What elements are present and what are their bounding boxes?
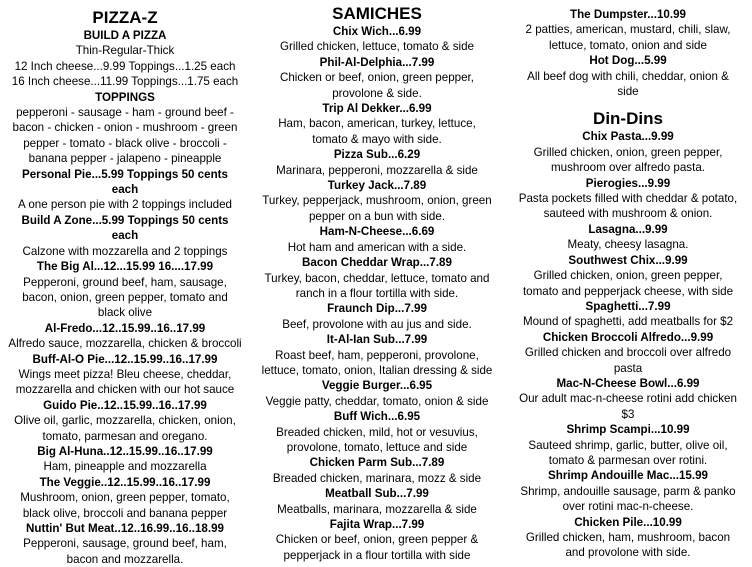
menu-item-description: Beef, provolone with au jus and side.	[282, 317, 472, 331]
menu-item-description: Turkey, pepperjack, mushroom, onion, green	[262, 194, 492, 208]
menu-item-description: lettuce, tomato, onion, Italian dressing & side	[261, 363, 493, 377]
menu-item-description: Grilled chicken, onion, green pepper,	[533, 145, 723, 159]
menu-item-description: Grilled chicken, onion, green pepper,	[533, 269, 723, 283]
menu-item-title: The Veggie..12..15.99..16..17.99	[39, 475, 211, 489]
section-spacer	[504, 99, 752, 109]
menu-column-samiches	[252, 4, 502, 563]
menu-item-title: each	[111, 183, 139, 197]
menu-item-description: Veggie patty, cheddar, tomato, onion & side	[265, 394, 489, 408]
menu-item-description: black olive, broccoli and banana pepper	[22, 506, 228, 520]
menu-item-title: Chicken Broccoli Alfredo...9.99	[542, 330, 714, 344]
menu-item-title: Big Al-Huna..12..15.99..16..17.99	[37, 444, 213, 458]
menu-item-title: The Dumpster...10.99	[570, 8, 686, 21]
menu-item-description: bacon - chicken - onion - mushroom - green	[12, 121, 238, 135]
menu-item-title: The Big Al...12...15.99 16....17.99	[36, 260, 214, 274]
menu-item-description: Mound of spaghetti, add meatballs for $2	[522, 315, 734, 329]
menu-item-description: Meaty, cheesy lasagna.	[567, 238, 689, 252]
menu-item-description: Meatballs, marinara, mozzarella & side	[277, 502, 477, 516]
menu-item-title: Trip Al Dekker...6.99	[322, 102, 432, 116]
menu-item-description: Grilled chicken, lettuce, tomato & side	[280, 40, 474, 54]
menu-item-description: banana pepper - jalapeno - pineapple	[28, 152, 222, 166]
menu-item-description: tomato and pepperjack cheese, with side	[522, 284, 734, 298]
menu-item-description: Calzone with mozzarella and 2 toppings	[22, 244, 228, 258]
menu-item-title: Shrimp Andouille Mac...15.99	[548, 469, 708, 483]
menu-item-description: Pasta pockets filled with cheddar & potato,	[518, 192, 738, 206]
menu-item-description: tomato & mayo with side.	[312, 132, 442, 146]
menu-item-title: Mac-N-Cheese Bowl...6.99	[556, 376, 700, 390]
menu-item-title: Nuttin' But Meat..12..16.99..16..18.99	[26, 522, 224, 535]
menu-item-description: side	[617, 85, 639, 99]
menu-item-description: Turkey, bacon, cheddar, lettuce, tomato and	[264, 271, 490, 285]
menu-item-description: Pepperoni, sausage, ground beef, ham,	[23, 537, 227, 551]
menu-item-description: and provolone with side.	[565, 546, 691, 560]
menu-item-title: each	[111, 229, 139, 243]
menu-item-title: Ham-N-Cheese...6.69	[319, 225, 435, 239]
menu-item-description: Olive oil, garlic, mozzarella, chicken, onion,	[14, 414, 236, 428]
menu-item-description: A one person pie with 2 toppings included	[18, 198, 232, 212]
menu-item-description: 16 Inch cheese...11.99 Toppings...1.75 each	[11, 75, 239, 89]
menu-item-description: Roast beef, ham, pepperoni, provolone,	[275, 348, 479, 362]
menu-item-description: tomato & parmesan over rotini.	[548, 453, 708, 467]
menu-item-description: tomato, parmesan and oregano.	[42, 429, 208, 443]
menu-item-title: Fraunch Dip...7.99	[327, 302, 427, 316]
menu-item-description: lettuce, tomato, onion and side	[549, 38, 707, 52]
menu-item-description: Grilled chicken and broccoli over alfredo	[524, 346, 732, 360]
menu-item-title: Chix Pasta...9.99	[582, 130, 674, 144]
menu-item-title: Southwest Chix...9.99	[568, 253, 688, 267]
menu-item-description: Mushroom, onion, green pepper, tomato,	[20, 491, 230, 505]
menu-item-title: Turkey Jack...7.89	[327, 179, 427, 193]
menu-column-din-dins	[504, 7, 752, 561]
section-heading: PIZZA-Z	[92, 8, 158, 27]
menu-item-description: Marinara, pepperoni, mozzarella & side	[276, 163, 478, 177]
menu-item-title: Pizza Sub...6.29	[333, 148, 421, 162]
menu-item-title: Hot Dog...5.99	[589, 54, 667, 68]
menu-item-description: Chicken or beef, onion, green pepper &	[275, 533, 479, 547]
menu-item-description: Our adult mac-n-cheese rotini add chicken	[519, 392, 737, 406]
menu-item-description: provolone, tomato, lettuce and side	[286, 440, 468, 454]
menu-item-description: 12 Inch cheese...9.99 Toppings...1.25 each	[14, 59, 236, 73]
menu-item-description: pepper on a bun with side.	[308, 209, 445, 223]
menu-item-title: Chicken Parm Sub...7.89	[309, 456, 445, 470]
menu-item-description: Grilled chicken, ham, mushroom, bacon	[525, 531, 731, 544]
menu-item-description: Breaded chicken, marinara, mozz & side	[272, 471, 482, 485]
menu-item-title: Fajita Wrap...7.99	[329, 518, 425, 531]
menu-item-title: Al-Fredo...12..15.99..16..17.99	[44, 321, 206, 335]
menu-item-description: sauteed with mushroom & onion.	[543, 207, 713, 221]
menu-item-title: TOPPINGS	[95, 90, 155, 104]
menu-item-title: Veggie Burger...6.95	[321, 379, 433, 393]
menu-item-title: Guido Pie..12..15.99..16..17.99	[43, 398, 207, 412]
menu-item-title: Chix Wich...6.99	[332, 25, 422, 38]
section-heading: Din-Dins	[593, 109, 663, 129]
menu-item-title: Buff Wich...6.95	[333, 410, 421, 424]
section-heading: SAMICHES	[332, 4, 422, 23]
menu-item-description: pepperjack in a flour tortilla with side	[283, 548, 471, 562]
menu-item-title: BUILD A PIZZA	[83, 29, 167, 42]
menu-item-description: Chicken or beef, onion, green pepper,	[279, 71, 474, 85]
menu-item-description: mushroom over alfredo pasta.	[550, 161, 705, 175]
menu-item-description: Ham, pineapple and mozzarella	[43, 460, 207, 474]
menu-item-description: ranch in a flour tortilla with side.	[295, 286, 459, 300]
menu-item-description: Breaded chicken, mild, hot or vesuvius,	[276, 425, 478, 439]
menu-item-title: Phil-Al-Delphia...7.99	[319, 55, 435, 69]
menu-item-title: Chicken Pile...10.99	[574, 515, 682, 529]
menu-column-pizza	[0, 8, 250, 567]
menu-item-description: black olive	[97, 306, 153, 320]
menu-item-title: Shrimp Scampi...10.99	[566, 423, 690, 437]
menu-item-description: Alfredo sauce, mozzarella, chicken & broccoli	[8, 337, 242, 351]
menu-item-description: Ham, bacon, american, turkey, lettuce,	[278, 117, 476, 131]
menu-item-title: Bacon Cheddar Wrap...7.89	[302, 256, 452, 270]
menu-item-title: Meatball Sub...7.99	[325, 487, 429, 501]
menu-item-description: bacon and mozzarella.	[66, 552, 184, 566]
menu-item-description: pepperoni - sausage - ham - ground beef -	[16, 106, 234, 120]
menu-item-title: Spaghetti...7.99	[585, 299, 671, 313]
menu-item-title: It-Al-Ian Sub...7.99	[326, 333, 428, 347]
menu-item-description: Wings meet pizza! Bleu cheese, cheddar,	[18, 367, 232, 381]
menu-item-description: Hot ham and american with a side.	[287, 240, 467, 254]
menu-item-description: provolone & side.	[332, 86, 422, 100]
menu-item-title: Pierogies...9.99	[585, 176, 671, 190]
menu-item-description: $3	[621, 407, 635, 421]
menu-item-description: Sauteed shrimp, garlic, butter, olive oil,	[528, 438, 728, 452]
menu-item-description: Thin-Regular-Thick	[75, 44, 175, 58]
menu-item-description: 2 patties, american, mustard, chili, slaw,	[525, 23, 731, 37]
menu-item-description: mozzarella and chicken with our hot sauce	[15, 383, 235, 397]
menu-item-description: All beef dog with chili, cheddar, onion &	[527, 69, 729, 83]
menu-item-title: Personal Pie...5.99 Toppings 50 cents	[22, 167, 228, 181]
menu-item-title: Lasagna...9.99	[588, 222, 668, 236]
menu-item-description: Pepperoni, ground beef, ham, sausage,	[23, 275, 227, 289]
menu-item-description: Shrimp, andouille sausage, parm & panko	[520, 484, 736, 498]
menu-item-description: over rotini mac-n-cheese.	[562, 500, 694, 514]
menu-item-title: Buff-Al-O Pie...12..15.99..16..17.99	[32, 352, 218, 366]
menu-item-description: bacon, onion, green pepper, tomato and	[22, 290, 228, 304]
menu-item-description: pepper - tomato - black olive - broccoli -	[23, 136, 227, 150]
menu-item-title: Build A Zone...5.99 Toppings 50 cents	[21, 213, 229, 227]
menu-item-description: pasta	[613, 361, 643, 375]
